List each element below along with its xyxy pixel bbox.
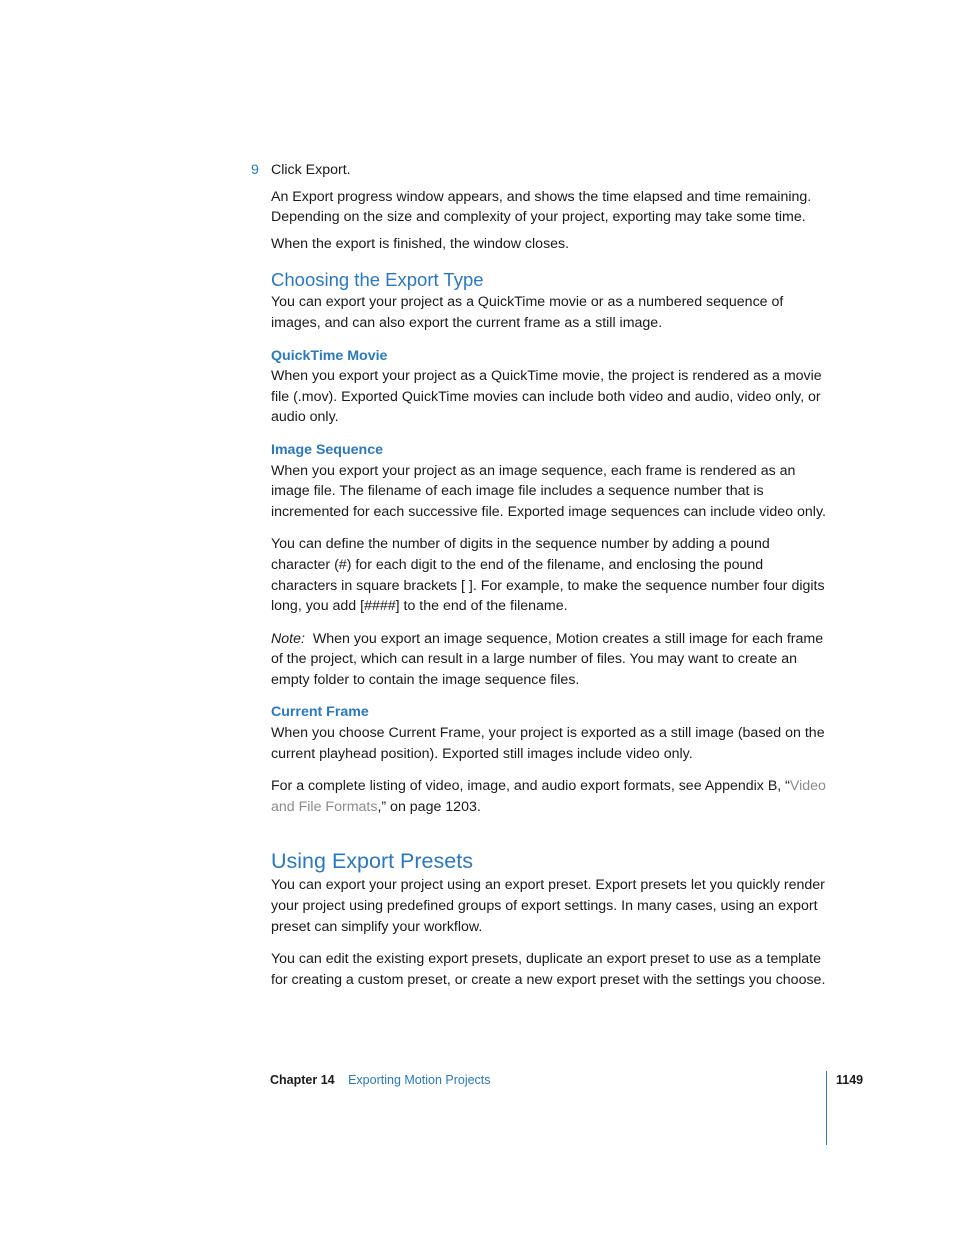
sequence-paragraph-1: When you export your project as an image sequence, each frame is rendered as an image file. The filename of each image file includes a sequence number that is incremented for each successive file. Exported image sequences can include video only. bbox=[271, 462, 826, 520]
presets-heading: Using Export Presets bbox=[271, 849, 473, 874]
note-text: When you export an image sequence, Motion creates a still image for each frame of the project, which can result in a large number of files. You may want to create an empty folder to contain the image sequence files. bbox=[271, 630, 824, 688]
presets-paragraph-2: You can edit the existing export presets, duplicate an export preset to use as a template for creating a custom preset, or create a new export preset with the settings you choose. bbox=[271, 951, 826, 988]
sequence-heading: Image Sequence bbox=[271, 441, 383, 458]
choosing-heading: Choosing the Export Type bbox=[271, 269, 484, 291]
quicktime-paragraph: When you export your project as a QuickTime movie, the project is rendered as a movie file (.mov). Exported QuickTime movies can include both video and audio, video only, or audio only. bbox=[271, 368, 822, 426]
footer-divider bbox=[826, 1071, 827, 1145]
note-label: Note: bbox=[271, 630, 305, 647]
intro-paragraph-2: When the export is finished, the window closes. bbox=[271, 235, 570, 252]
chapter-title: Exporting Motion Projects bbox=[348, 1073, 491, 1087]
quicktime-heading: QuickTime Movie bbox=[271, 347, 388, 364]
presets-paragraph-1: You can export your project using an export preset. Export presets let you quickly render your project using predefined groups of export settings. In many cases, using an export preset can simplify your workflow. bbox=[271, 877, 825, 935]
video-file-formats-link[interactable]: Video and File Formats bbox=[271, 778, 826, 815]
intro-paragraph-1: An Export progress window appears, and shows the time elapsed and time remaining. Depending on the size and complexity of your project, exporting may take some time. bbox=[271, 188, 812, 226]
page-number: 1149 bbox=[836, 1073, 864, 1087]
xref-suffix: ,” on page 1203. bbox=[377, 798, 481, 815]
sequence-paragraph-2: You can define the number of digits in the sequence number by adding a pound character (#) for each digit to the end of the filename, and enclosing the pound characters in square brackets [ ]. For example, to make the sequence number four digits long, you add [####] to the end of the filename. bbox=[271, 536, 825, 615]
step-text: Click Export. bbox=[271, 162, 351, 178]
current-frame-paragraph-2 bbox=[271, 776, 831, 817]
current-frame-heading: Current Frame bbox=[271, 704, 369, 721]
step-number: 9 bbox=[251, 162, 259, 178]
xref-prefix: For a complete listing of video, image, and audio export formats, see Appendix B, “ bbox=[271, 778, 790, 795]
current-frame-paragraph-1: When you choose Current Frame, your project is exported as a still image (based on the current playhead position). Exported still images include video only. bbox=[271, 725, 825, 762]
page-body bbox=[251, 160, 831, 990]
sequence-note bbox=[271, 629, 831, 691]
step-item bbox=[251, 160, 831, 181]
choosing-paragraph: You can export your project as a QuickTime movie or as a numbered sequence of images, and can also export the current frame as a still image. bbox=[271, 294, 784, 331]
page-footer bbox=[270, 1072, 491, 1088]
chapter-label: Chapter 14 bbox=[270, 1073, 335, 1087]
